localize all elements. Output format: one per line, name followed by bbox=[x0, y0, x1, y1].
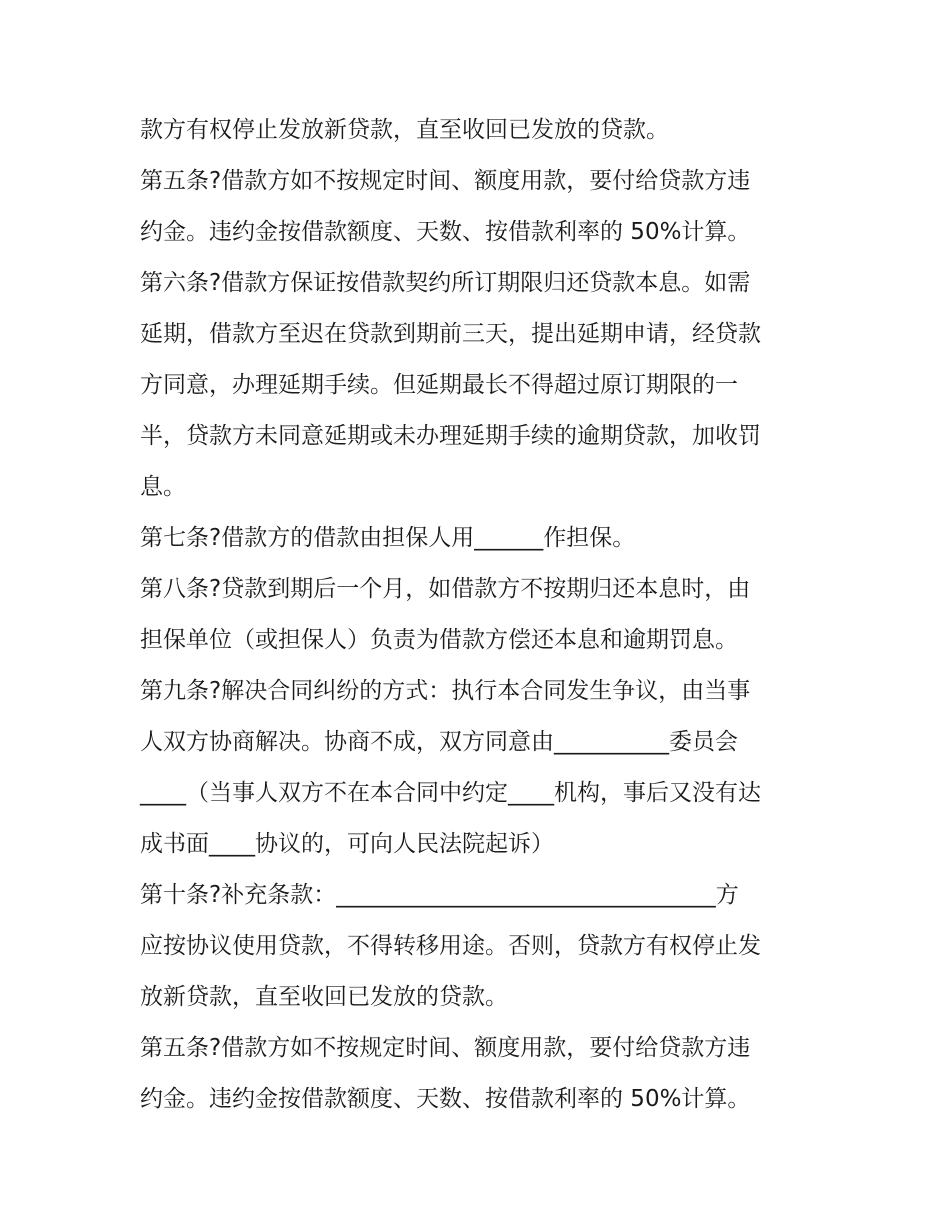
text-line: 第八条?贷款到期后一个月，如借款方不按期归还本息时，由 bbox=[140, 576, 751, 602]
text-line: 成书面____协议的，可向人民法院起诉） bbox=[140, 831, 554, 857]
text-line: 担保单位（或担保人）负责为借款方偿还本息和逾期罚息。 bbox=[140, 627, 738, 653]
text-line: 款方有权停止发放新贷款，直至收回已发放的贷款。 bbox=[140, 117, 669, 143]
text-line: 人双方协商解决。协商不成，双方同意由__________委员会 bbox=[140, 729, 738, 755]
text-line: 第六条?借款方保证按借款契约所订期限归还贷款本息。如需 bbox=[140, 270, 751, 296]
text-line: 第九条?解决合同纠纷的方式：执行本合同发生争议，由当事 bbox=[140, 678, 751, 704]
text-line: 延期，借款方至迟在贷款到期前三天，提出延期申请，经贷款 bbox=[140, 321, 761, 347]
text-line: 方同意，办理延期手续。但延期最长不得超过原订期限的一 bbox=[140, 372, 738, 398]
text-line: 放新贷款，直至收回已发放的贷款。 bbox=[140, 984, 508, 1010]
text-line: 息。 bbox=[140, 474, 186, 500]
text-line: 第五条?借款方如不按规定时间、额度用款，要付给贷款方违 bbox=[140, 1035, 751, 1061]
text-line: 约金。违约金按借款额度、天数、按借款利率的 50%计算。 bbox=[140, 219, 751, 245]
contract-text bbox=[140, 105, 820, 1125]
text-line: 第十条?补充条款：_________________________________方 bbox=[140, 882, 739, 908]
text-line: ____（当事人双方不在本合同中约定____机构，事后又没有达 bbox=[140, 780, 761, 806]
text-line: 第五条?借款方如不按规定时间、额度用款，要付给贷款方违 bbox=[140, 168, 751, 194]
text-line: 约金。违约金按借款额度、天数、按借款利率的 50%计算。 bbox=[140, 1086, 751, 1112]
text-line: 第七条?借款方的借款由担保人用______作担保。 bbox=[140, 525, 636, 551]
text-line: 半，贷款方未同意延期或未办理延期手续的逾期贷款，加收罚 bbox=[140, 423, 761, 449]
text-line: 应按协议使用贷款，不得转移用途。否则，贷款方有权停止发 bbox=[140, 933, 761, 959]
